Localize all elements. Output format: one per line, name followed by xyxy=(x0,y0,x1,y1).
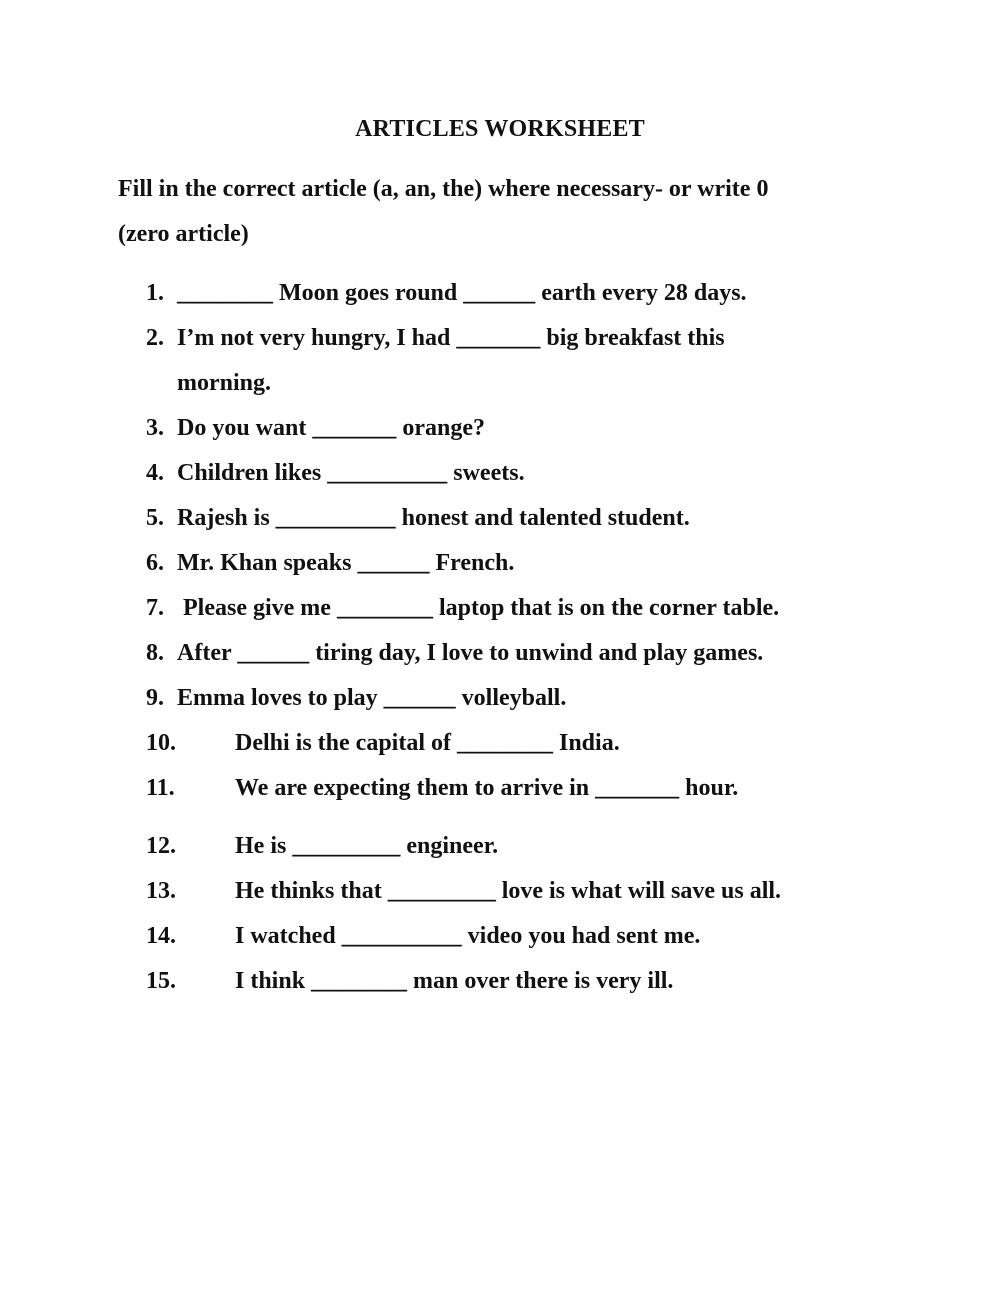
question-number: 10. xyxy=(146,730,176,756)
question-number: 13. xyxy=(146,878,176,904)
question-number: 8. xyxy=(146,640,164,666)
instructions-line-2: (zero article) xyxy=(118,221,249,247)
question-number: 9. xyxy=(146,685,164,711)
question-text: ________ Moon goes round ______ earth every 28 days. xyxy=(177,280,747,306)
question-text: I watched __________ video you had sent me. xyxy=(235,923,701,949)
question-text: I think ________ man over there is very ill. xyxy=(235,968,674,994)
question-number: 12. xyxy=(146,833,176,859)
question-text: We are expecting them to arrive in _______ hour. xyxy=(235,775,739,801)
question-text: Delhi is the capital of ________ India. xyxy=(235,730,620,756)
question-text: Children likes __________ sweets. xyxy=(177,460,525,486)
worksheet-title: ARTICLES WORKSHEET xyxy=(355,116,645,142)
question-text: After ______ tiring day, I love to unwind and play games. xyxy=(177,640,764,666)
question-text: Please give me ________ laptop that is on the corner table. xyxy=(177,595,780,621)
question-number: 3. xyxy=(146,415,164,441)
question-text: He thinks that _________ love is what will save us all. xyxy=(235,878,782,904)
question-text: He is _________ engineer. xyxy=(235,833,499,859)
question-number: 11. xyxy=(146,775,175,801)
question-text: Emma loves to play ______ volleyball. xyxy=(177,685,567,711)
question-number: 14. xyxy=(146,923,176,949)
question-number: 2. xyxy=(146,325,164,351)
question-number: 4. xyxy=(146,460,164,486)
question-text: Do you want _______ orange? xyxy=(177,415,486,441)
question-text: Rajesh is __________ honest and talented student. xyxy=(177,505,690,531)
question-number: 5. xyxy=(146,505,164,531)
question-number: 15. xyxy=(146,968,176,994)
question-number: 1. xyxy=(146,280,164,306)
question-number: 6. xyxy=(146,550,164,576)
question-text: Mr. Khan speaks ______ French. xyxy=(177,550,515,576)
question-text: I’m not very hungry, I had _______ big breakfast this xyxy=(177,325,725,351)
question-2-continuation: morning. xyxy=(177,370,272,396)
instructions-line-1: Fill in the correct article (a, an, the) where necessary- or write 0 xyxy=(118,176,769,202)
question-number: 7. xyxy=(146,595,164,621)
